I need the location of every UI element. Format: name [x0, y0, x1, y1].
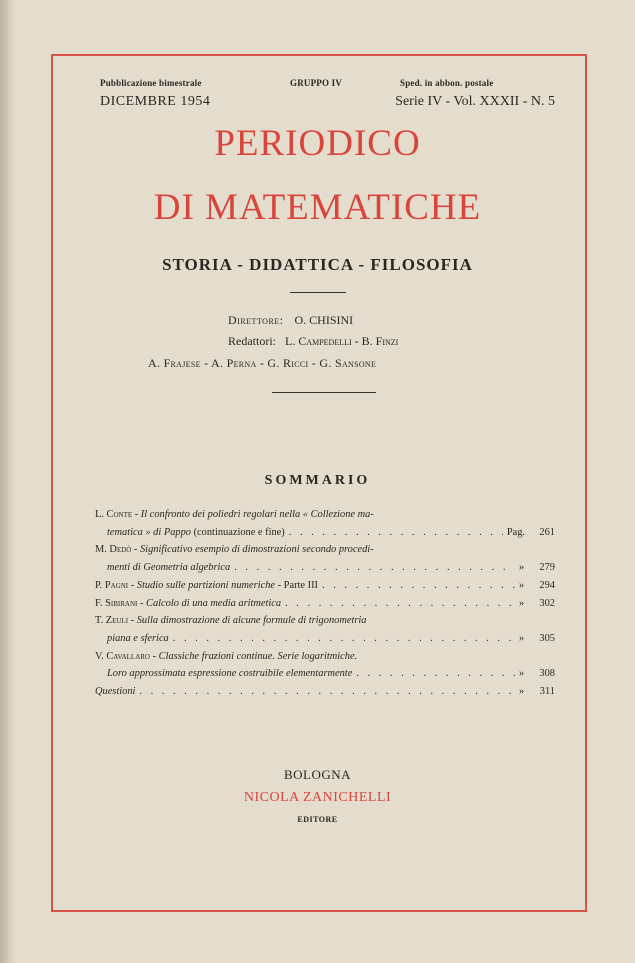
postal-label: Sped. in abbon. postale: [400, 78, 494, 88]
toc-title-cont: menti di Geometria algebrica: [107, 562, 231, 574]
toc-note: Parte III: [283, 579, 318, 591]
toc-author: L. Conte: [95, 509, 133, 520]
editors-line: [228, 334, 398, 349]
director-line: [228, 313, 353, 328]
publisher-name: NICOLA ZANICHELLI: [243, 790, 392, 805]
journal-title-line1: PERIODICO: [214, 123, 421, 164]
toc-note: (continuazione e fine): [193, 526, 285, 538]
toc-title: Questioni: [95, 686, 136, 698]
toc-author: M. Dedò: [95, 544, 132, 556]
toc-page: 311: [539, 686, 555, 698]
ditto-mark: »: [519, 597, 525, 609]
journal-title-line2: DI MATEMATICHE: [153, 187, 482, 228]
publisher-city: BOLOGNA: [283, 767, 352, 782]
toc-title-cont: tematica » di Pappo: [107, 526, 191, 538]
journal-subtitle: STORIA - DIDATTICA - FILOSOFIA: [162, 255, 473, 274]
toc-entry-dedo: M. Dedò - Significativo esempio di dimostrazioni secondo procedi-: [95, 544, 374, 556]
director-name: O. CHISINI: [294, 313, 354, 327]
toc-entry-zeuli: T. Zeuli - Sulla dimostrazione di alcune formule di trigonometria: [95, 615, 367, 627]
ditto-mark: »: [519, 668, 525, 680]
toc-page: 294: [539, 579, 555, 591]
ditto-mark: »: [519, 579, 525, 591]
leader-dots: [234, 559, 515, 577]
toc-entry-questioni: [95, 683, 555, 701]
group-label: GRUPPO IV: [290, 78, 343, 88]
leader-dots: [322, 577, 515, 595]
toc-entry-conte: L. Conte - Il confronto dei poliedri regolari nella « Collezione ma-: [95, 509, 374, 520]
toc-author: F. Sibirani: [95, 597, 138, 609]
toc-page: 305: [539, 632, 555, 644]
table-of-contents: [95, 506, 555, 701]
toc-entry-sibirani: F. Sibirani - Calcolo di una media aritmetica . . . » 302: [95, 595, 555, 613]
toc-title-cont: Loro approssimata espressione costruibile elementarmente: [107, 668, 353, 680]
toc-title: Significativo esempio di dimostrazioni secondo procedi-: [139, 544, 374, 556]
toc-entry-cavallaro: V. Cavallaro - Classiche frazioni continue. Serie logaritmiche.: [95, 650, 358, 662]
leader-dots: [356, 665, 515, 683]
toc-title: Classiche frazioni continue. Serie logaritmiche.: [158, 650, 358, 662]
series-volume: Serie IV - Vol. XXXII - N. 5: [395, 94, 555, 109]
toc-page: 302: [539, 597, 555, 609]
ditto-mark: »: [519, 686, 525, 698]
editors-label: Redattori:: [228, 334, 276, 348]
toc-title: Sulla dimostrazione di alcune formule di trigonometria: [136, 615, 367, 627]
periodicity-label: Pubblicazione bimestrale: [100, 78, 202, 88]
toc-author: T. Zeuli: [95, 615, 129, 627]
editors-names-1: L. Campedelli - B. Finzi: [285, 334, 399, 348]
page-label: Pag.: [506, 526, 525, 538]
divider-top: [290, 292, 346, 293]
editors-names-2: A. Frajese - A. Perna - G. Ricci - G. Sansone: [148, 356, 377, 370]
leader-dots: [289, 524, 503, 542]
toc-page: 261: [539, 526, 555, 538]
ditto-mark: »: [519, 562, 525, 574]
toc-author: V. Cavallaro: [95, 650, 150, 662]
toc-entry-pagni: P. Pagni - Studio sulle partizioni numeriche - Parte III . . . » 294: [95, 577, 555, 595]
toc-title: Il confronto dei poliedri regolari nella « Collezione ma-: [140, 509, 374, 520]
toc-title-cont: piana e sferica: [107, 632, 169, 644]
leader-dots: [139, 683, 515, 701]
leader-dots: [173, 630, 515, 648]
divider-bottom: [272, 392, 376, 393]
toc-page: 279: [539, 562, 555, 574]
toc-author: P. Pagni: [95, 579, 129, 591]
toc-page: 308: [539, 668, 555, 680]
issue-date: DICEMBRE 1954: [100, 94, 211, 109]
leader-dots: [285, 595, 515, 613]
director-label: Direttore:: [228, 313, 284, 327]
toc-title: Studio sulle partizioni numeriche: [136, 579, 276, 591]
publisher-role: EDITORE: [297, 815, 338, 824]
contents-heading: SOMMARIO: [264, 473, 371, 488]
toc-title: Calcolo di una media aritmetica: [146, 597, 282, 609]
ditto-mark: »: [519, 632, 525, 644]
